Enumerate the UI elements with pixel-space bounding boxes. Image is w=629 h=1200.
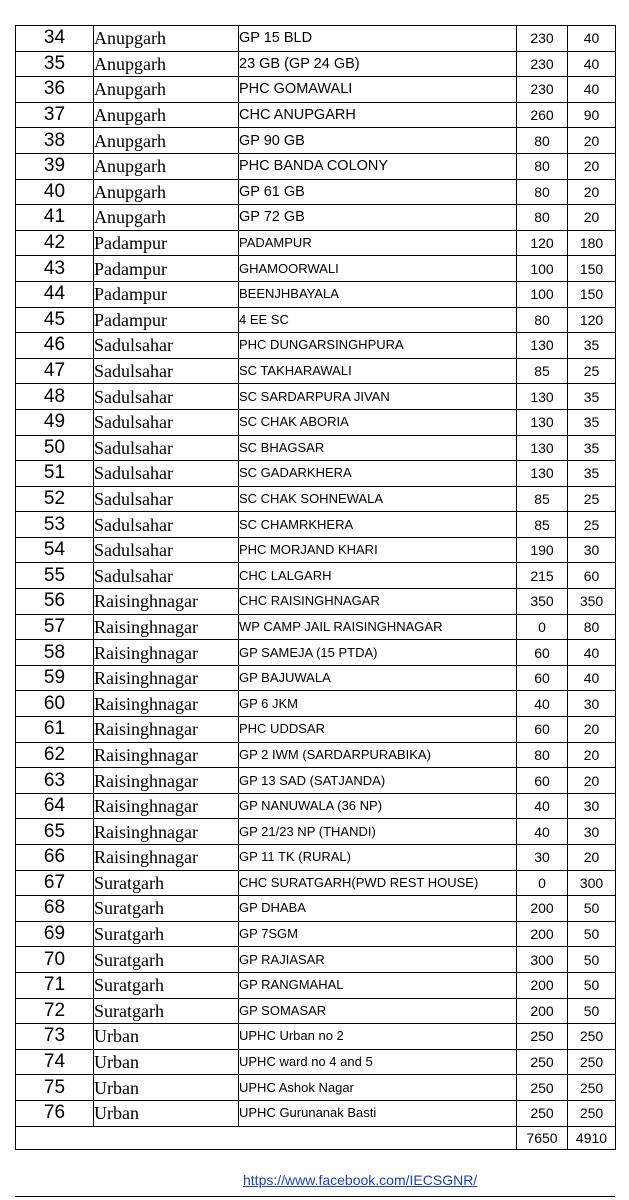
table-row: [16, 77, 616, 103]
serial-number-cell: 51: [16, 461, 94, 487]
count-a-cell: 60: [517, 665, 568, 691]
count-a-cell: 200: [517, 972, 568, 998]
count-a-cell: 300: [517, 947, 568, 973]
table-row: [16, 1100, 616, 1126]
serial-number-cell: 45: [16, 307, 94, 333]
table-row: [16, 1024, 616, 1050]
serial-number-cell: 44: [16, 281, 94, 307]
count-b-cell: 40: [568, 640, 616, 666]
totals-row: [16, 1126, 616, 1149]
table-row: [16, 409, 616, 435]
count-a-cell: 230: [517, 77, 568, 103]
table-row: [16, 461, 616, 487]
count-a-cell: 250: [517, 1049, 568, 1075]
serial-number-cell: 60: [16, 691, 94, 717]
table-row: [16, 256, 616, 282]
site-name-cell: GP 6 JKM: [239, 691, 517, 717]
count-b-cell: 60: [568, 563, 616, 589]
table-row: [16, 307, 616, 333]
table-row: [16, 972, 616, 998]
count-a-cell: 80: [517, 307, 568, 333]
block-name-cell: Anupgarh: [94, 153, 239, 179]
count-b-cell: 20: [568, 768, 616, 794]
serial-number-cell: 62: [16, 742, 94, 768]
table-row: [16, 998, 616, 1024]
serial-number-cell: 41: [16, 205, 94, 231]
count-a-cell: 60: [517, 640, 568, 666]
table-row: [16, 205, 616, 231]
serial-number-cell: 55: [16, 563, 94, 589]
table-row: [16, 947, 616, 973]
count-b-cell: 20: [568, 742, 616, 768]
block-name-cell: Raisinghnagar: [94, 640, 239, 666]
site-name-cell: GHAMOORWALI: [239, 256, 517, 282]
count-a-cell: 250: [517, 1075, 568, 1101]
block-name-cell: Urban: [94, 1049, 239, 1075]
serial-number-cell: 59: [16, 665, 94, 691]
table-row: [16, 153, 616, 179]
serial-number-cell: 75: [16, 1075, 94, 1101]
site-name-cell: GP SOMASAR: [239, 998, 517, 1024]
table-row: [16, 537, 616, 563]
count-b-cell: 250: [568, 1049, 616, 1075]
table-row: [16, 896, 616, 922]
count-b-cell: 25: [568, 486, 616, 512]
serial-number-cell: 43: [16, 256, 94, 282]
serial-number-cell: 56: [16, 589, 94, 615]
count-b-cell: 35: [568, 461, 616, 487]
count-a-cell: 80: [517, 179, 568, 205]
table-row: [16, 845, 616, 871]
total-b-cell: 4910: [568, 1126, 616, 1149]
site-name-cell: GP RAJIASAR: [239, 947, 517, 973]
table-row: [16, 358, 616, 384]
table-row: [16, 281, 616, 307]
serial-number-cell: 71: [16, 972, 94, 998]
table-row: [16, 768, 616, 794]
count-a-cell: 100: [517, 256, 568, 282]
count-a-cell: 350: [517, 589, 568, 615]
block-name-cell: Anupgarh: [94, 26, 239, 52]
table-row: [16, 384, 616, 410]
site-name-cell: CHC SURATGARH(PWD REST HOUSE): [239, 870, 517, 896]
site-name-cell: PHC MORJAND KHARI: [239, 537, 517, 563]
block-name-cell: Anupgarh: [94, 102, 239, 128]
count-b-cell: 50: [568, 947, 616, 973]
block-name-cell: Sadulsahar: [94, 409, 239, 435]
site-name-cell: GP 15 BLD: [239, 26, 517, 52]
table-row: [16, 1075, 616, 1101]
block-name-cell: Anupgarh: [94, 77, 239, 103]
total-a-cell: 7650: [517, 1126, 568, 1149]
count-b-cell: 20: [568, 153, 616, 179]
totals-blank-cell: [16, 1126, 517, 1149]
site-name-cell: PHC GOMAWALI: [239, 77, 517, 103]
table-row: [16, 614, 616, 640]
site-name-cell: CHC RAISINGHNAGAR: [239, 589, 517, 615]
vaccination-site-table: [15, 25, 616, 1150]
serial-number-cell: 49: [16, 409, 94, 435]
count-b-cell: 50: [568, 972, 616, 998]
block-name-cell: Raisinghnagar: [94, 742, 239, 768]
serial-number-cell: 36: [16, 77, 94, 103]
count-a-cell: 130: [517, 333, 568, 359]
table-row: [16, 870, 616, 896]
count-b-cell: 250: [568, 1100, 616, 1126]
site-name-cell: GP NANUWALA (36 NP): [239, 793, 517, 819]
count-a-cell: 230: [517, 26, 568, 52]
count-a-cell: 85: [517, 486, 568, 512]
count-b-cell: 80: [568, 614, 616, 640]
block-name-cell: Anupgarh: [94, 128, 239, 154]
bottom-border-line: [15, 1196, 615, 1197]
count-b-cell: 30: [568, 819, 616, 845]
table-row: [16, 1049, 616, 1075]
count-b-cell: 35: [568, 435, 616, 461]
site-name-cell: SC CHAK ABORIA: [239, 409, 517, 435]
block-name-cell: Anupgarh: [94, 179, 239, 205]
table-row: [16, 563, 616, 589]
block-name-cell: Raisinghnagar: [94, 717, 239, 743]
count-a-cell: 200: [517, 998, 568, 1024]
site-name-cell: PHC DUNGARSINGHPURA: [239, 333, 517, 359]
block-name-cell: Padampur: [94, 256, 239, 282]
count-b-cell: 250: [568, 1024, 616, 1050]
table-row: [16, 819, 616, 845]
facebook-link[interactable]: https://www.facebook.com/IECSGNR/: [243, 1172, 478, 1188]
count-a-cell: 130: [517, 409, 568, 435]
block-name-cell: Sadulsahar: [94, 333, 239, 359]
serial-number-cell: 48: [16, 384, 94, 410]
count-a-cell: 85: [517, 512, 568, 538]
serial-number-cell: 40: [16, 179, 94, 205]
count-a-cell: 80: [517, 205, 568, 231]
site-name-cell: PHC UDDSAR: [239, 717, 517, 743]
count-a-cell: 250: [517, 1100, 568, 1126]
block-name-cell: Raisinghnagar: [94, 665, 239, 691]
table-row: [16, 640, 616, 666]
count-a-cell: 40: [517, 819, 568, 845]
site-name-cell: GP 2 IWM (SARDARPURABIKA): [239, 742, 517, 768]
count-a-cell: 60: [517, 768, 568, 794]
count-b-cell: 30: [568, 691, 616, 717]
block-name-cell: Sadulsahar: [94, 384, 239, 410]
count-a-cell: 80: [517, 742, 568, 768]
site-name-cell: SC CHAMRKHERA: [239, 512, 517, 538]
count-a-cell: 130: [517, 435, 568, 461]
site-name-cell: SC BHAGSAR: [239, 435, 517, 461]
site-name-cell: PADAMPUR: [239, 230, 517, 256]
block-name-cell: Sadulsahar: [94, 537, 239, 563]
block-name-cell: Raisinghnagar: [94, 845, 239, 871]
count-b-cell: 120: [568, 307, 616, 333]
site-name-cell: UPHC ward no 4 and 5: [239, 1049, 517, 1075]
table-body: [16, 26, 616, 1150]
count-b-cell: 150: [568, 256, 616, 282]
block-name-cell: Raisinghnagar: [94, 589, 239, 615]
site-name-cell: GP RANGMAHAL: [239, 972, 517, 998]
table-row: [16, 793, 616, 819]
table-row: [16, 691, 616, 717]
site-name-cell: GP 61 GB: [239, 179, 517, 205]
block-name-cell: Raisinghnagar: [94, 614, 239, 640]
site-name-cell: GP SAMEJA (15 PTDA): [239, 640, 517, 666]
site-name-cell: BEENJHBAYALA: [239, 281, 517, 307]
serial-number-cell: 53: [16, 512, 94, 538]
count-b-cell: 35: [568, 333, 616, 359]
serial-number-cell: 67: [16, 870, 94, 896]
block-name-cell: Raisinghnagar: [94, 819, 239, 845]
table-row: [16, 333, 616, 359]
table-row: [16, 589, 616, 615]
site-name-cell: GP 7SGM: [239, 921, 517, 947]
count-b-cell: 20: [568, 128, 616, 154]
table-row: [16, 921, 616, 947]
count-a-cell: 30: [517, 845, 568, 871]
table-row: [16, 102, 616, 128]
count-b-cell: 150: [568, 281, 616, 307]
block-name-cell: Anupgarh: [94, 51, 239, 77]
serial-number-cell: 66: [16, 845, 94, 871]
block-name-cell: Raisinghnagar: [94, 768, 239, 794]
block-name-cell: Urban: [94, 1024, 239, 1050]
serial-number-cell: 50: [16, 435, 94, 461]
serial-number-cell: 69: [16, 921, 94, 947]
block-name-cell: Suratgarh: [94, 896, 239, 922]
site-name-cell: GP DHABA: [239, 896, 517, 922]
site-name-cell: SC GADARKHERA: [239, 461, 517, 487]
block-name-cell: Suratgarh: [94, 921, 239, 947]
count-a-cell: 190: [517, 537, 568, 563]
block-name-cell: Padampur: [94, 281, 239, 307]
count-b-cell: 50: [568, 998, 616, 1024]
count-b-cell: 20: [568, 845, 616, 871]
block-name-cell: Sadulsahar: [94, 486, 239, 512]
site-name-cell: GP 90 GB: [239, 128, 517, 154]
count-a-cell: 120: [517, 230, 568, 256]
block-name-cell: Anupgarh: [94, 205, 239, 231]
count-b-cell: 20: [568, 205, 616, 231]
table-row: [16, 51, 616, 77]
count-a-cell: 40: [517, 691, 568, 717]
site-name-cell: GP 13 SAD (SATJANDA): [239, 768, 517, 794]
count-b-cell: 300: [568, 870, 616, 896]
count-a-cell: 260: [517, 102, 568, 128]
table-row: [16, 435, 616, 461]
site-name-cell: UPHC Ashok Nagar: [239, 1075, 517, 1101]
site-name-cell: GP 11 TK (RURAL): [239, 845, 517, 871]
block-name-cell: Suratgarh: [94, 972, 239, 998]
count-b-cell: 30: [568, 793, 616, 819]
count-a-cell: 80: [517, 128, 568, 154]
count-b-cell: 20: [568, 179, 616, 205]
block-name-cell: Sadulsahar: [94, 435, 239, 461]
block-name-cell: Sadulsahar: [94, 512, 239, 538]
site-name-cell: CHC LALGARH: [239, 563, 517, 589]
count-b-cell: 50: [568, 896, 616, 922]
block-name-cell: Urban: [94, 1100, 239, 1126]
serial-number-cell: 42: [16, 230, 94, 256]
table-row: [16, 512, 616, 538]
serial-number-cell: 34: [16, 26, 94, 52]
serial-number-cell: 46: [16, 333, 94, 359]
block-name-cell: Sadulsahar: [94, 461, 239, 487]
block-name-cell: Suratgarh: [94, 870, 239, 896]
count-b-cell: 25: [568, 512, 616, 538]
site-name-cell: GP 21/23 NP (THANDI): [239, 819, 517, 845]
count-b-cell: 350: [568, 589, 616, 615]
block-name-cell: Padampur: [94, 307, 239, 333]
serial-number-cell: 58: [16, 640, 94, 666]
site-name-cell: UPHC Gurunanak Basti: [239, 1100, 517, 1126]
count-b-cell: 30: [568, 537, 616, 563]
serial-number-cell: 73: [16, 1024, 94, 1050]
count-b-cell: 50: [568, 921, 616, 947]
site-name-cell: GP 72 GB: [239, 205, 517, 231]
serial-number-cell: 64: [16, 793, 94, 819]
table-row: [16, 665, 616, 691]
block-name-cell: Suratgarh: [94, 998, 239, 1024]
table-row: [16, 26, 616, 52]
count-a-cell: 200: [517, 896, 568, 922]
serial-number-cell: 38: [16, 128, 94, 154]
block-name-cell: Raisinghnagar: [94, 691, 239, 717]
table-row: [16, 230, 616, 256]
site-name-cell: 4 EE SC: [239, 307, 517, 333]
serial-number-cell: 70: [16, 947, 94, 973]
table-row: [16, 717, 616, 743]
count-a-cell: 130: [517, 461, 568, 487]
count-b-cell: 35: [568, 384, 616, 410]
table-row: [16, 128, 616, 154]
serial-number-cell: 61: [16, 717, 94, 743]
count-a-cell: 250: [517, 1024, 568, 1050]
site-name-cell: CHC ANUPGARH: [239, 102, 517, 128]
count-a-cell: 100: [517, 281, 568, 307]
serial-number-cell: 57: [16, 614, 94, 640]
site-name-cell: SC CHAK SOHNEWALA: [239, 486, 517, 512]
site-name-cell: PHC BANDA COLONY: [239, 153, 517, 179]
count-a-cell: 230: [517, 51, 568, 77]
block-name-cell: Suratgarh: [94, 947, 239, 973]
count-a-cell: 0: [517, 870, 568, 896]
count-b-cell: 40: [568, 26, 616, 52]
count-b-cell: 40: [568, 51, 616, 77]
count-a-cell: 80: [517, 153, 568, 179]
site-name-cell: UPHC Urban no 2: [239, 1024, 517, 1050]
count-b-cell: 25: [568, 358, 616, 384]
count-a-cell: 130: [517, 384, 568, 410]
table-row: [16, 486, 616, 512]
block-name-cell: Raisinghnagar: [94, 793, 239, 819]
block-name-cell: Sadulsahar: [94, 563, 239, 589]
count-a-cell: 215: [517, 563, 568, 589]
count-b-cell: 40: [568, 77, 616, 103]
site-name-cell: SC TAKHARAWALI: [239, 358, 517, 384]
count-a-cell: 200: [517, 921, 568, 947]
serial-number-cell: 39: [16, 153, 94, 179]
serial-number-cell: 54: [16, 537, 94, 563]
site-name-cell: WP CAMP JAIL RAISINGHNAGAR: [239, 614, 517, 640]
count-b-cell: 180: [568, 230, 616, 256]
count-a-cell: 60: [517, 717, 568, 743]
count-b-cell: 20: [568, 717, 616, 743]
serial-number-cell: 52: [16, 486, 94, 512]
serial-number-cell: 37: [16, 102, 94, 128]
block-name-cell: Sadulsahar: [94, 358, 239, 384]
table-row: [16, 179, 616, 205]
serial-number-cell: 47: [16, 358, 94, 384]
count-a-cell: 40: [517, 793, 568, 819]
block-name-cell: Padampur: [94, 230, 239, 256]
serial-number-cell: 72: [16, 998, 94, 1024]
serial-number-cell: 35: [16, 51, 94, 77]
count-b-cell: 90: [568, 102, 616, 128]
site-name-cell: SC SARDARPURA JIVAN: [239, 384, 517, 410]
serial-number-cell: 74: [16, 1049, 94, 1075]
serial-number-cell: 65: [16, 819, 94, 845]
site-name-cell: GP BAJUWALA: [239, 665, 517, 691]
count-a-cell: 85: [517, 358, 568, 384]
block-name-cell: Urban: [94, 1075, 239, 1101]
count-a-cell: 0: [517, 614, 568, 640]
count-b-cell: 40: [568, 665, 616, 691]
serial-number-cell: 68: [16, 896, 94, 922]
serial-number-cell: 63: [16, 768, 94, 794]
site-name-cell: 23 GB (GP 24 GB): [239, 51, 517, 77]
table-row: [16, 742, 616, 768]
count-b-cell: 250: [568, 1075, 616, 1101]
serial-number-cell: 76: [16, 1100, 94, 1126]
count-b-cell: 35: [568, 409, 616, 435]
